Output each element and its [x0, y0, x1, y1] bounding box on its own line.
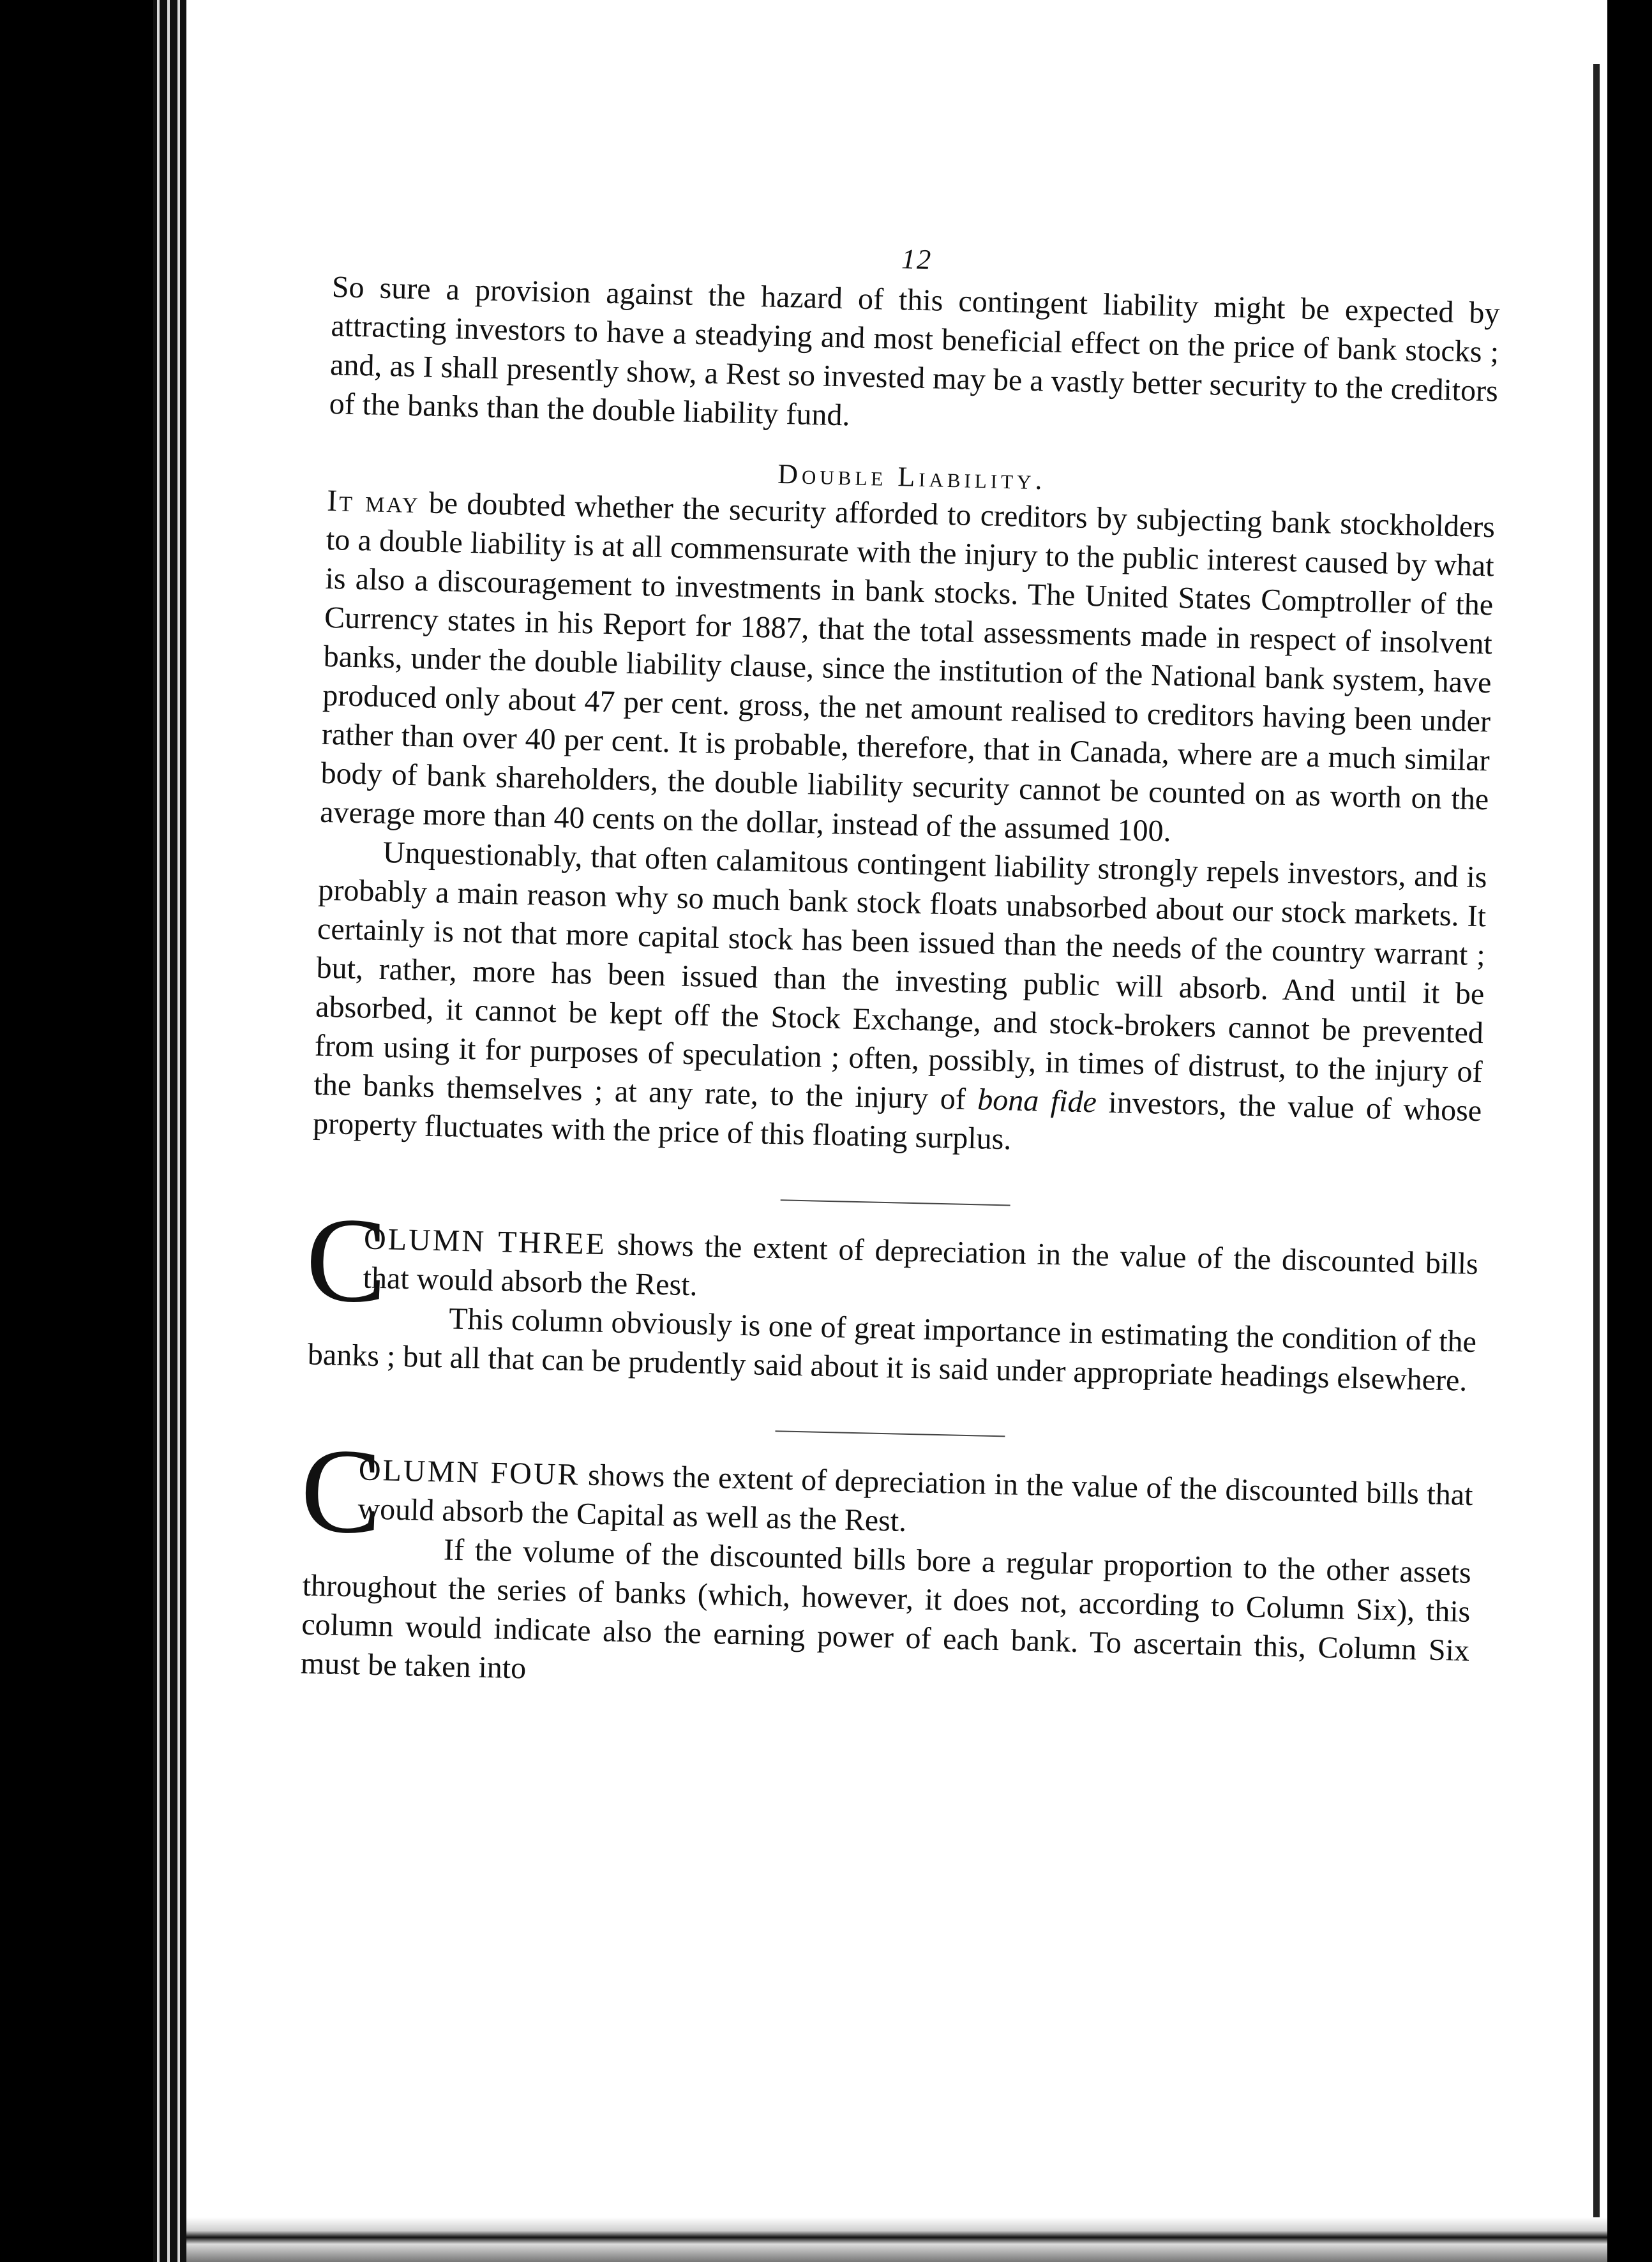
drop-cap: C	[304, 1192, 389, 1329]
intro-paragraph: So sure a provision against the hazard of this contingent liability might be expected by attracting investors to have a steadying and most beneficial effect on the price of bank stocks ; and, as I shall presently show, a Rest so invested may be a vastly better security to the creditors of the banks than the double liability fund.	[329, 269, 1501, 433]
drop-cap: C	[299, 1423, 384, 1560]
scan-border-right	[1607, 0, 1652, 2262]
double-liability-paragraph-1	[320, 481, 1496, 858]
column-four-paragraph: If the volume of the discounted bills bore a regular proportion to the other assets throughout the series of banks (which, however, it does not, according to Column Six), this column would indicate also the earning power of each bank. To ascertain this, Column Six must be taken into	[300, 1532, 1472, 1686]
double-liability-text-2a: Unquestionably, that often calamitous contingent liability strongly repels investors, and is probably a main reason why so much bank stock floats unabsorbed about our stock markets. It certainly is not that more capital stock has been issued than the needs of the country warrant ; but, rather, more has been issued than the investing public will absorb. And until it be absorbed, it cannot be kept off the Stock Exchange, and stock-brokers cannot be prevented from using it for purposes of speculation ; often, possibly, in times of distrust, to the injury of the banks themselves ; at any rate, to the injury of	[313, 835, 1488, 1117]
double-liability-text-1: be doubted whether the security afforded to creditors by subjecting bank stockholders to a double liability is at all commensurate with the injury to the public interest caused by what is also a discouragement to investments in bank stocks. The United States Comptroller of the Currency states in his Report for 1887, that the total assessments made in respect of insolvent banks, under the double liability clause, since the institution of the National bank system, have produced only about 47 per cent. gross, the net amount realised to creditors having been under rather than over 40 per cent. It is probable, therefore, that in Canada, where are a much similar body of bank shareholders, the double liability security cannot be counted on as worth on the average more than 40 cents on the dollar, instead of the assumed 100.	[319, 486, 1496, 849]
book-edge-left	[153, 0, 191, 2262]
page-number: 12	[901, 243, 933, 276]
double-liability-text-2b: investors, the value of whose property fluctuates with the price of this floating surplus.	[312, 1085, 1482, 1157]
column-four-lead-text: shows the extent of depreciation in the value of the discounted bills that would absorb the Capital as well as the Rest.	[357, 1458, 1474, 1538]
section-heading: Double Liability.	[777, 458, 1047, 496]
latin-phrase: bona fide	[977, 1082, 1097, 1120]
scan-border-bottom	[186, 2217, 1607, 2262]
section-divider	[781, 1199, 1010, 1206]
book-edge-right	[1556, 64, 1607, 2262]
lead-caps: It may	[326, 483, 421, 520]
document-page	[186, 0, 1572, 2217]
page-content	[300, 230, 1501, 1709]
section-divider	[775, 1430, 1005, 1437]
column-three-caps: OLUMN THREE	[363, 1222, 607, 1262]
double-liability-paragraph-2	[313, 832, 1488, 1169]
column-four-caps: OLUMN FOUR	[358, 1453, 581, 1492]
column-three-paragraph: This column obviously is one of great importance in estimating the condition of the banks ; but all that can be prudently said about it is said under appropriate headings elsewhere.	[307, 1301, 1477, 1398]
column-three-lead-text: shows the extent of depreciation in the value of the discounted bills that would absorb the Rest.	[363, 1227, 1479, 1303]
